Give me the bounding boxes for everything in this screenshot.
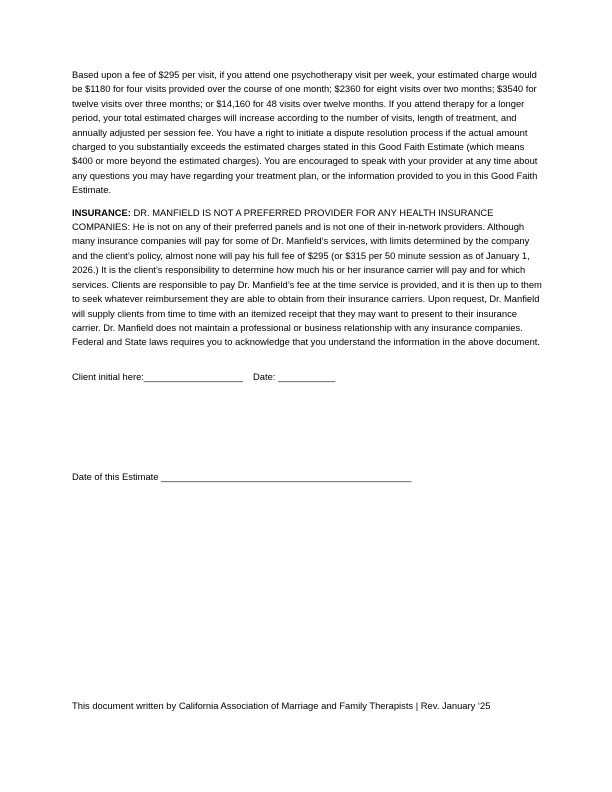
document-body <box>72 68 546 384</box>
fee-estimate-paragraph: Based upon a fee of $295 per visit, if you attend one psychotherapy visit per week, your estimated charge would be $1180 for four visits provided over the course of one month; $2360 for eight visits over two months; $3540 for twelve visits over three months; or $14,160 for 48 visits over twelve months. If you attend therapy for a longer period, your total estimated charges will increase according to the number of visits, length of treatment, and annually adjusted per session fee. You have a right to initiate a dispute resolution process if the actual amount charged to you substantially exceeds the estimated charges stated in this Good Faith Estimate (which means $400 or more beyond the estimated charges). You are encouraged to speak with your provider at any time about any questions you may have regarding your treatment plan, or the information provided to you in this Good Faith Estimate. <box>72 69 538 196</box>
date-field[interactable]: Date: ___________ <box>252 370 336 382</box>
estimate-date-field[interactable]: Date of this Estimate ________________________________________________ <box>72 471 412 482</box>
client-initial-field[interactable]: Client initial here:___________________ <box>72 370 243 382</box>
client-initial-row <box>72 370 546 384</box>
insurance-paragraph <box>72 206 546 350</box>
footer-text: This document written by California Association of Marriage and Family Therapists | Rev. January ‘25 <box>72 700 491 711</box>
insurance-label: INSURANCE: <box>72 206 131 218</box>
insurance-text: DR. MANFIELD IS NOT A PREFERRED PROVIDER FOR ANY HEALTH INSURANCE COMPANIES: He is not on any of their preferred panels and is not one of their in-network providers. Although many insurance companies will pay for some of Dr. Manfield’s services, with limits determined by the company and the client’s policy, almost none will pay his full fee of $295 (or $315 per 50 minute session as of January 1, 2026.) It is the client’s responsibility to determine how much his or her insurance carrier will pay and for which services. Clients are responsible to pay Dr. Manfield’s fee at the time service is provided, and it is then up to them to seek whatever reimbursement they are able to obtain from their insurance carriers. Upon request, Dr. Manfield will supply clients from time to time with an itemized receipt that they may want to present to their insurance carrier. Dr. Manfield does not maintain a professional or business relationship with any insurance companies. Federal and State laws requires you to acknowledge that you understand the information in the above document. <box>72 206 542 348</box>
